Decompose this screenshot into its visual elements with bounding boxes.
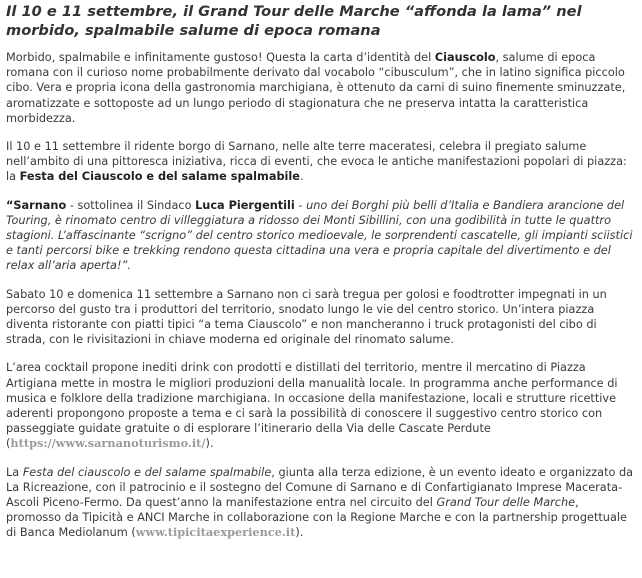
text: La [6, 465, 23, 479]
bold-ciauscolo: Ciauscolo [434, 51, 496, 64]
text: Morbido, spalmabile e infinitamente gustoso! Questa la carta d’identità del [6, 51, 435, 64]
paragraph-quote [6, 198, 634, 274]
bold-mayor: Luca Piergentili [195, 198, 295, 212]
paragraph-event [6, 139, 634, 185]
sarnano-link[interactable]: https://www.sarnanoturismo.it/ [10, 436, 206, 451]
text: Il 10 e 11 settembre il ridente borgo di Sarnano, nelle alte terre maceratesi, celebra il pregiato salume nell’ambito di una pittoresca iniziativa, ricca di eventi, che evoca le antiche manifestazioni popolari di piazza: la [6, 140, 627, 184]
italic-grand-tour: Grand Tour delle Marche [436, 496, 576, 510]
text: , salume di epoca romana con il curioso nome probabilmente derivato dal vocabolo “cibusculum”, che in latino significa piccolo cibo. Vera e propria icona della gastronomia marchigiana, è ottenuto da carni di suino finemente sminuzzate, aromatizzate e sottoposte ad un lungo periodo di stagionatura che ne preserva intatta la caratteristica morbidezza. [6, 51, 626, 125]
paragraph-organizers [6, 465, 634, 541]
paragraph-intro [6, 50, 634, 126]
text: ). [295, 526, 304, 540]
paragraph-cocktail [6, 360, 634, 451]
text: , giunta alla terza edizione, è un evento ideato e organizzato da La Ricreazione, con il patrocinio e il sostegno del Comune di Sarnano e di Confartigianato Imprese Macerata-Ascoli Piceno-Fermo. Da quest’anno la manifestazione entra nel circuito del [6, 465, 634, 510]
text: - [294, 198, 307, 212]
italic-festa: Festa del ciauscolo e del salame spalmabile [22, 465, 272, 479]
text: ). [205, 437, 214, 451]
bold-festa: Festa del Ciauscolo e del salame spalmabile [19, 170, 300, 184]
text: , promosso da Tipicità e ANCI Marche in collaborazione con la Regione Marche e con la partnership progettuale di Banca Mediolanum ( [6, 496, 627, 540]
tipicita-link[interactable]: www.tipicitaexperience.it [135, 525, 296, 540]
quote-text: uno dei Borghi più belli d’Italia e Bandiera arancione del Touring, è rinomato centro di villeggiatura a ridosso dei Monti Sibillini, con una godibilità in tutte le quattro stagioni. L’affascinante “scrigno” del centro storico medioevale, le sorprendenti cascatelle, gli impianti sciistici e tanti percorsi bike e trekking rendono questa cittadina una vera e propria capitale del divertimento e del relax all’aria aperta!”. [6, 198, 633, 273]
text: - sottolinea il Sindaco [66, 198, 196, 212]
text: L’area cocktail propone inediti drink con prodotti e distillati del territorio, mentre il mercatino di Piazza Artigiana mette in mostra le migliori produzioni della manualità locale. In programma anche performance di musica e folklore della tradizione marchigiana. In occasione della manifestazione, locali e strutture ricettive aderenti propongono proposte a tema e ci sarà la possibilità di conoscere il suggestivo centro storico con passeggiate guidate gratuite o di esplorare l’itinerario della Via delle Cascate Perdute ( [6, 361, 618, 451]
bold-sarnano: “Sarnano [6, 198, 67, 212]
text: . [299, 170, 304, 184]
article-title: Il 10 e 11 settembre, il Grand Tour delle Marche “affonda la lama” nel morbido, spalmabile salume di epoca romana [6, 3, 582, 39]
paragraph-program: Sabato 10 e domenica 11 settembre a Sarnano non ci sarà tregua per golosi e foodtrotter impegnati in un percorso del gusto tra i produttori del territorio, snodato lungo le vie del centro storico. Un’intera piazza diventa ristorante con piatti tipici “a tema Ciauscolo” e non mancheranno i truck protagonisti del cibo di strada, con le rivisitazioni in chiave moderna ed originale del rinomato salume. [6, 287, 607, 347]
